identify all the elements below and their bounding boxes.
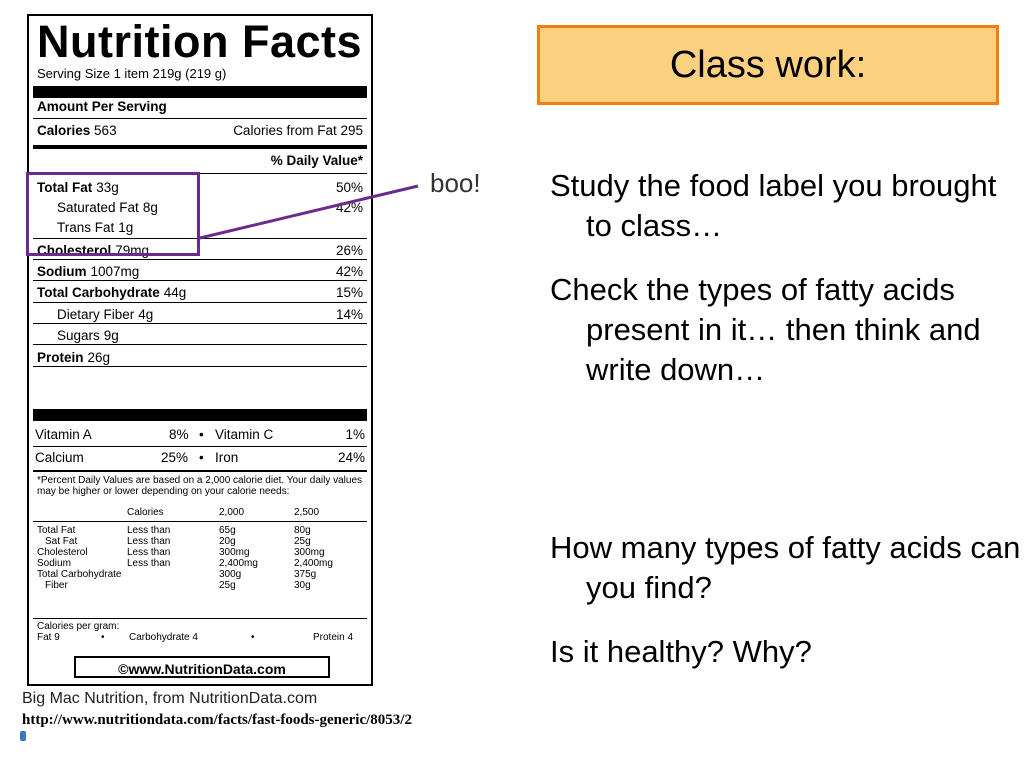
- dv-table-cell: Fiber: [45, 580, 68, 591]
- source-caption: Big Mac Nutrition, from NutritionData.com: [22, 690, 318, 707]
- dv-table-cell: 25g: [294, 536, 311, 547]
- nutrient-name: Sodium: [37, 264, 87, 279]
- dv-table-cell: Less than: [127, 547, 171, 558]
- nutrient-daily-value: 26%: [335, 243, 363, 258]
- dv-table-cell: 80g: [294, 525, 311, 536]
- nutrient-name: Cholesterol: [37, 243, 112, 258]
- serving-size: Serving Size 1 item 219g (219 g): [37, 66, 227, 81]
- vitamin-a-pct: 8%: [169, 427, 189, 442]
- nutrient-amount: 9g: [103, 328, 119, 343]
- bullet-dot: •: [251, 632, 255, 643]
- iron: Iron: [215, 450, 239, 465]
- nutrient-amount: 33g: [96, 180, 119, 195]
- nutrient-name: Saturated Fat: [57, 200, 139, 215]
- nutrient-amount: 26g: [87, 350, 111, 365]
- nutrient-name: Trans Fat: [57, 220, 115, 235]
- dv-table-cell: 2,400mg: [294, 558, 333, 569]
- calcium: Calcium: [35, 450, 84, 465]
- table-header-2000: 2,000: [219, 507, 245, 518]
- nutrient-amount: 8g: [142, 200, 158, 215]
- daily-value-header: % Daily Value*: [270, 153, 363, 168]
- bullet-dot: •: [101, 632, 105, 643]
- nutrient-amount: 4g: [138, 307, 154, 322]
- nutrient-amount: 1g: [118, 220, 134, 235]
- nutrient-daily-value: 50%: [335, 180, 363, 195]
- vitamin-c: Vitamin C: [215, 427, 274, 442]
- amount-per-serving: Amount Per Serving: [37, 99, 167, 114]
- nutrient-name: Sugars: [57, 328, 100, 343]
- dv-table-cell: 20g: [219, 536, 236, 547]
- dv-table-cell: 300mg: [294, 547, 325, 558]
- calories-from-fat: Calories from Fat 295: [233, 123, 363, 138]
- boo-annotation: boo!: [430, 168, 481, 198]
- dv-table-cell: 30g: [294, 580, 311, 591]
- dv-table-cell: Less than: [127, 558, 171, 569]
- table-header-2500: 2,500: [294, 507, 320, 518]
- dv-table-cell: 300g: [219, 569, 242, 580]
- dv-table-cell: Less than: [127, 536, 171, 547]
- dv-table-cell: Cholesterol: [37, 547, 88, 558]
- nutrient-name: Protein: [37, 350, 84, 365]
- table-header-calories: Calories: [127, 507, 164, 518]
- nutrient-amount: 44g: [163, 285, 187, 300]
- vitamin-a: Vitamin A: [35, 427, 92, 442]
- nutrient-daily-value: 42%: [335, 200, 363, 215]
- dv-table-cell: Total Carbohydrate: [37, 569, 122, 580]
- bullet-dot: •: [199, 427, 204, 442]
- label-title: Nutrition Facts: [37, 16, 363, 67]
- dv-table-cell: 65g: [219, 525, 236, 536]
- fat-per-gram: Fat 9: [37, 632, 60, 643]
- source-url[interactable]: http://www.nutritiondata.com/facts/fast-foods-generic/8053/2: [22, 712, 412, 728]
- class-work-heading: Class work:: [537, 25, 999, 105]
- nutrient-daily-value: 42%: [335, 264, 363, 279]
- nutrient-amount: 79mg: [115, 243, 150, 258]
- nutrient-name: Total Fat: [37, 180, 93, 195]
- small-marker-icon: [20, 731, 26, 741]
- pointer-line-stroke: [200, 186, 418, 238]
- dv-table-cell: Total Fat: [37, 525, 76, 536]
- dv-table-cell: 25g: [219, 580, 236, 591]
- nutritiondata-footer: ©www.NutritionData.com: [74, 656, 330, 678]
- dv-table-cell: Sat Fat: [45, 536, 78, 547]
- nutrient-daily-value: 15%: [335, 285, 363, 300]
- iron-pct: 24%: [337, 450, 365, 465]
- calories-per-gram: Calories per gram:: [37, 621, 120, 632]
- nutrient-name: Dietary Fiber: [57, 307, 135, 322]
- protein-per-gram: Protein 4: [313, 632, 354, 643]
- question-1: How many types of fatty acids can you find?: [550, 530, 1021, 605]
- calcium-pct: 25%: [161, 450, 189, 465]
- instruction-1: Study the food label you brought to class…: [550, 168, 997, 243]
- calories-label: Calories: [37, 123, 91, 138]
- nutrient-name: Total Carbohydrate: [37, 285, 160, 300]
- dv-table-cell: 375g: [294, 569, 317, 580]
- bullet-dot: •: [199, 450, 204, 465]
- dv-table-cell: 300mg: [219, 547, 250, 558]
- question-2: Is it healthy? Why?: [550, 634, 812, 669]
- nutrient-amount: 1007mg: [90, 264, 140, 279]
- dv-table-cell: Sodium: [37, 558, 71, 569]
- nutrient-daily-value: 14%: [335, 307, 363, 322]
- carb-per-gram: Carbohydrate 4: [129, 632, 198, 643]
- dv-table-cell: 2,400mg: [219, 558, 258, 569]
- dv-table-cell: Less than: [127, 525, 171, 536]
- footnote: *Percent Daily Values are based on a 2,000 calorie diet. Your daily values may be higher or lower depending on your calorie needs:: [37, 475, 363, 497]
- instruction-2: Check the types of fatty acids present in it… then think and write down…: [550, 272, 981, 387]
- calories-value: 563: [94, 123, 117, 138]
- vitamin-c-pct: 1%: [345, 427, 365, 442]
